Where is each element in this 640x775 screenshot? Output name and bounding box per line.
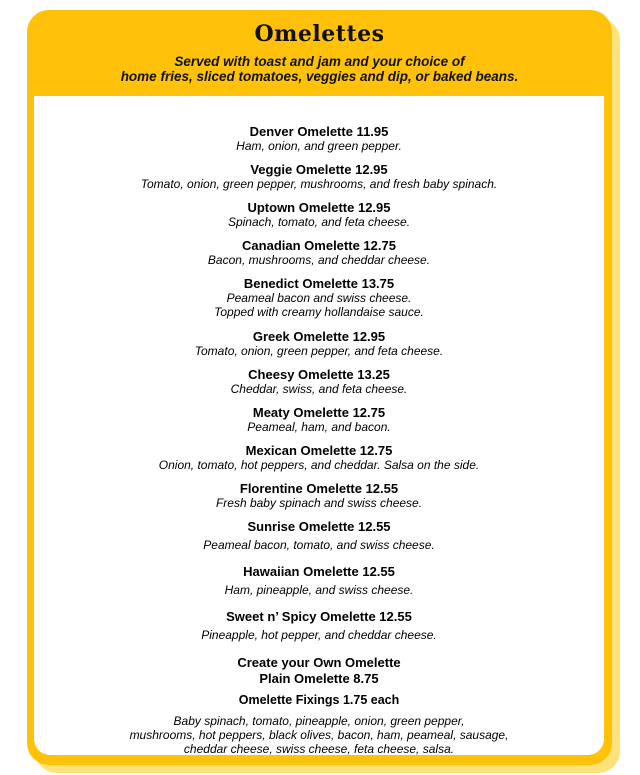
menu-item-uptown <box>34 201 604 229</box>
item-name: Veggie Omelette 12.95 <box>250 162 388 177</box>
fixings-line: cheddar cheese, swiss cheese, feta cheese, salsa. <box>183 742 455 756</box>
item-desc: Tomato, onion, green pepper, mushrooms, and fresh baby spinach. <box>140 177 498 191</box>
item-desc: Topped with creamy hollandaise sauce. <box>214 305 424 319</box>
menu-panel <box>34 96 604 755</box>
item-name: Meaty Omelette 12.75 <box>252 405 386 420</box>
fixings-line: Baby spinach, tomato, pineapple, onion, green pepper, <box>173 714 465 728</box>
fixings-list <box>34 714 604 756</box>
item-name: Cheesy Omelette 13.25 <box>248 367 390 382</box>
fixings-line: mushrooms, hot peppers, black olives, bacon, ham, peameal, sausage, <box>129 728 509 742</box>
subtitle-line: Served with toast and jam and your choice of <box>174 54 465 69</box>
item-name: Denver Omelette 11.95 <box>249 124 389 139</box>
menu-item-florentine <box>34 482 604 510</box>
item-name: Greek Omelette 12.95 <box>252 329 386 344</box>
create-own-title: Create your Own Omelette <box>237 655 401 670</box>
menu-item-hawaiian <box>34 565 604 597</box>
menu-item-veggie <box>34 163 604 191</box>
item-desc: Cheddar, swiss, and feta cheese. <box>230 382 408 396</box>
item-desc: Pineapple, hot pepper, and cheddar cheese. <box>201 628 437 642</box>
create-own-section <box>34 656 604 756</box>
menu-item-cheesy <box>34 368 604 396</box>
menu-item-benedict <box>34 277 604 319</box>
item-desc: Peameal bacon, tomato, and swiss cheese. <box>203 538 435 552</box>
section-title: Omelettes <box>254 21 385 47</box>
item-desc: Bacon, mushrooms, and cheddar cheese. <box>207 253 431 267</box>
subtitle-line: home fries, sliced tomatoes, veggies and dip, or baked beans. <box>120 69 519 84</box>
menu-item-canadian <box>34 239 604 267</box>
item-desc: Peameal bacon and swiss cheese. <box>226 291 412 305</box>
item-desc: Spinach, tomato, and feta cheese. <box>227 215 411 229</box>
item-desc: Ham, onion, and green pepper. <box>236 139 402 153</box>
item-desc: Fresh baby spinach and swiss cheese. <box>215 496 423 510</box>
item-name: Benedict Omelette 13.75 <box>243 276 395 291</box>
fixings-label: Omelette Fixings 1.75 each <box>238 693 400 707</box>
item-name: Sunrise Omelette 12.55 <box>247 519 391 534</box>
plain-omelette: Plain Omelette 8.75 <box>259 671 379 686</box>
menu-item-mexican <box>34 444 604 472</box>
item-name: Mexican Omelette 12.75 <box>245 443 393 458</box>
item-desc: Tomato, onion, green pepper, and feta cheese. <box>194 344 444 358</box>
item-name: Canadian Omelette 12.75 <box>242 238 396 253</box>
item-desc: Ham, pineapple, and swiss cheese. <box>224 583 414 597</box>
item-name: Florentine Omelette 12.55 <box>239 481 399 496</box>
menu-header <box>27 10 612 96</box>
menu-item-denver <box>34 125 604 153</box>
item-desc: Onion, tomato, hot peppers, and cheddar. Salsa on the side. <box>158 458 480 472</box>
item-name: Hawaiian Omelette 12.55 <box>243 564 395 579</box>
menu-item-sunrise <box>34 520 604 552</box>
menu-item-meaty <box>34 406 604 434</box>
item-name: Uptown Omelette 12.95 <box>247 200 391 215</box>
section-subtitle <box>27 54 612 84</box>
menu-card <box>27 10 612 765</box>
item-name: Sweet n’ Spicy Omelette 12.55 <box>226 609 412 624</box>
item-desc: Peameal, ham, and bacon. <box>247 420 391 434</box>
menu-item-greek <box>34 330 604 358</box>
menu-item-sweet-spicy <box>34 610 604 642</box>
